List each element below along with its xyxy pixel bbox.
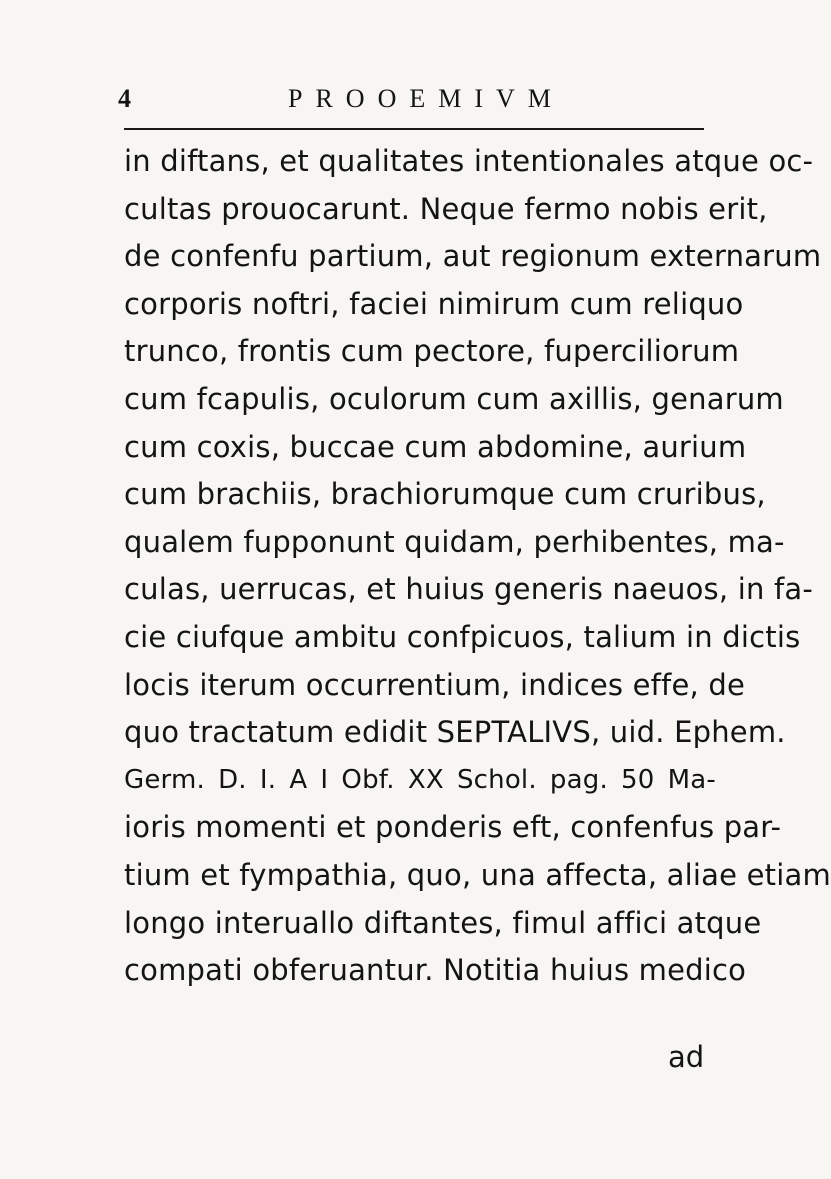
text-line: ioris momenti et ponderis eft, confenfus par-	[124, 810, 782, 845]
header-rule	[124, 128, 704, 130]
text-line: cie ciufque ambitu confpicuos, talium in dictis	[124, 619, 801, 654]
text-line: locis iterum occurrentium, indices effe, de	[124, 667, 745, 702]
text-line: culas, uerrucas, et huius generis naeuos, in fa-	[124, 572, 813, 607]
text-line: in diftans, et qualitates intentionales atque oc-	[124, 144, 814, 178]
text-line: corporis noftri, faciei nimirum cum reliquo	[124, 286, 744, 321]
text-line: qualem fupponunt quidam, perhibentes, ma-	[124, 524, 785, 559]
text-line: cum fcapulis, oculorum cum axillis, genarum	[124, 381, 784, 416]
text-line: trunco, frontis cum pectore, fuperciliorum	[124, 334, 740, 369]
body-text	[124, 138, 831, 995]
text-line: cultas prouocarunt. Neque fermo nobis erit,	[124, 191, 768, 226]
text-line: tium et fympathia, quo, una affecta, aliae etiam	[124, 857, 831, 892]
text-line: cum brachiis, brachiorumque cum cruribus,	[124, 477, 766, 512]
catchword: ad	[668, 1040, 705, 1074]
text-line: compati obferuantur. Notitia huius medico	[124, 953, 747, 988]
text-line: de confenfu partium, aut regionum externarum	[124, 239, 822, 274]
text-line: quo tractatum edidit SEPTALIVS, uid. Ephem.	[124, 715, 786, 750]
text-line: cum coxis, buccae cum abdomine, aurium	[124, 429, 747, 464]
running-head: PROOEMIVM	[288, 84, 564, 113]
page-number: 4	[118, 84, 131, 113]
text-line-reference: Germ. D. I. A I Obf. XX Schol. pag. 50 Ma-	[124, 764, 716, 795]
text-line: longo interuallo diftantes, fimul affici atque	[124, 905, 762, 940]
page-header	[110, 84, 710, 124]
